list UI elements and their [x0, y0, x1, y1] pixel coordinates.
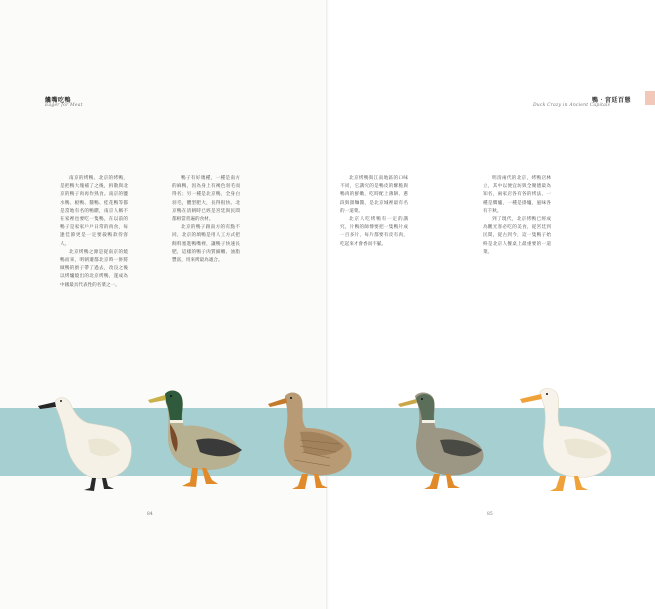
left-page-number: 84	[147, 512, 153, 517]
right-header-title: 鴨‧宮廷百態	[592, 97, 632, 104]
white-duck-right-illustration	[520, 389, 611, 491]
left-header-subtitle: Eager for Meat	[45, 103, 83, 108]
paragraph: 南京的烤鴨、北京的烤鴨，是把鴨大塊補了之後，拆散與北京的鴨子肉再作熟食。南京的鹽水鴨、板鴨、醬鴨、桂花鴨等都是當地有名的鴨饌，南京人稱不在家裡也要吃一隻鴨，在以前的鴨子是家家戶戶日常的肉食，每逢佳節更是一定要殺鴨款待客人。	[60, 176, 128, 247]
paragraph: 北京烤鴨之源是從南京的燒鴨而來，明朝遷都北京時一併將做鴨的廚子帶了過去，改良之後以烤爐燒出的北京烤鴨，遂成為中國最具代表性的名菜之一。	[60, 249, 128, 288]
paragraph: 鴨子有好幾種，一種是南方的麻鴨，因為身上有褐色羽毛而得名；另一種是北京鴨，全身白羽毛，體型肥大，長得很快。北京鴨在清朝時已經是宮廷與民間都相當普遍的食材。	[172, 176, 240, 223]
paragraph: 北京人吃烤鴨有一定的講究，片鴨的師傅要把一隻鴨片成一百多片，每片都要有皮有肉，吃起來才會香而不膩。	[340, 217, 408, 247]
brown-duck-illustration	[268, 393, 352, 489]
grey-duck-illustration	[398, 393, 484, 489]
white-duck-left-illustration	[38, 398, 131, 491]
paragraph: 北京烤鴨與江南地區的口味不同，它講究的是鴨皮的酥脆與鴨肉的鮮嫩，吃時配上薄餅、蔥段與甜麵醬，是北京城裡最有名的一道菜。	[340, 176, 408, 214]
paragraph: 明清兩代的北京，烤鴨店林立，其中以便宜坊與全聚德最為知名，兩家店各有各的烤法，一種是燜爐，一種是掛爐，風味各有千秋。	[483, 176, 551, 214]
paragraph: 北京的鴨子跟南方的有點不同，北京的填鴨是用人工方式把飼料塞進鴨嘴裡，讓鴨子快速長肥，這樣的鴨子肉質細嫩、油脂豐富，用來烤最為適合。	[172, 225, 240, 264]
right-page-number: 85	[487, 512, 493, 517]
mallard-duck-illustration	[148, 391, 242, 487]
left-header-title: 饞嘴吃鴨	[45, 97, 72, 104]
right-header-subtitle: Duck Crazy in Ancient Capitals	[533, 103, 611, 108]
paragraph: 到了現代，北京烤鴨已經成為觀光客必吃的美食，從宮廷到民間，從古到今，這一隻鴨子始終是北京人餐桌上最重要的一道菜。	[483, 217, 551, 255]
